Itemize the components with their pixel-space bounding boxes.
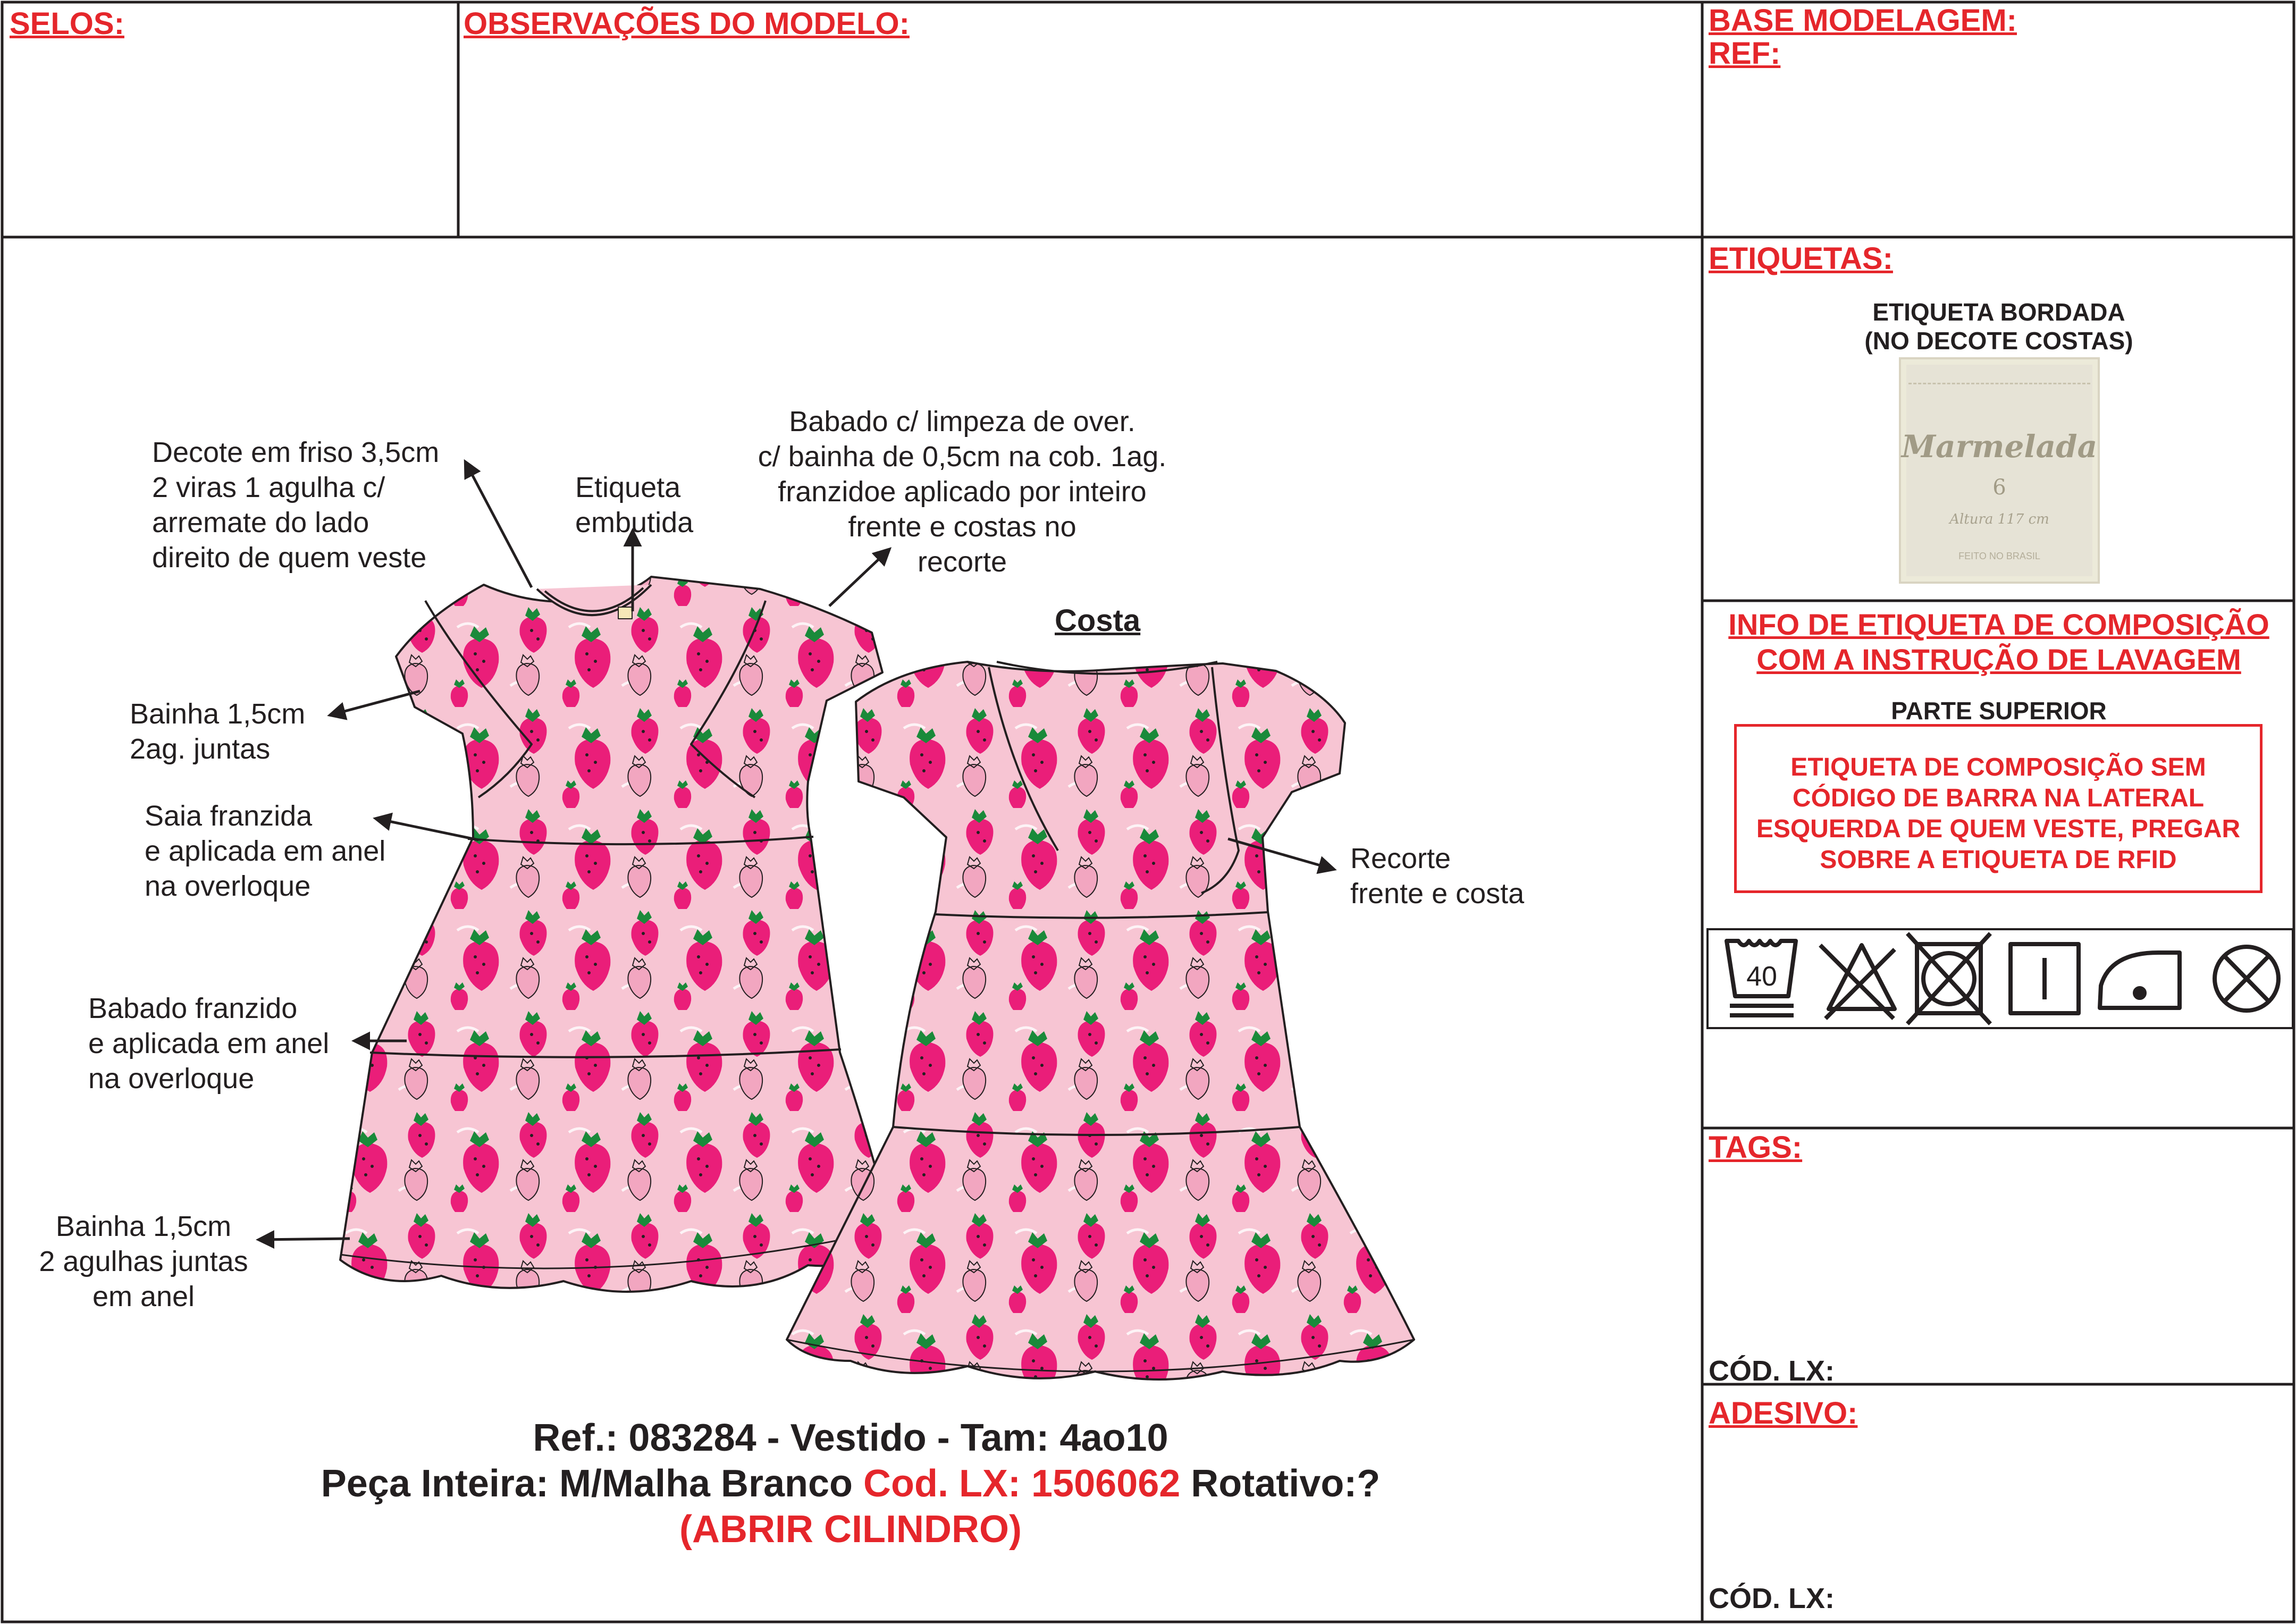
cod-lx-1-label: CÓD. LX: [1709,1355,1835,1387]
composition-box-line-2: CÓDIGO DE BARRA NA LATERAL [1792,784,2205,812]
costa-label: Costa [1055,603,1141,638]
selos-label: SELOS: [10,6,124,41]
label-made-in: FEITO NO BRASIL [1958,551,2040,561]
composition-title-line-2: COM A INSTRUÇÃO DE LAVAGEM [1756,643,2241,676]
svg-text:40: 40 [1746,961,1777,992]
footer-abrir-cilindro: (ABRIR CILINDRO) [679,1508,1022,1551]
note-bainha-manga: Bainha 1,5cm 2ag. juntas [130,698,306,765]
back-dress [787,662,1414,1379]
observacoes-label: OBSERVAÇÕES DO MODELO: [464,6,910,41]
footer-spec [106,1415,1595,1552]
caption-line-1: ETIQUETA BORDADA [1872,298,2125,326]
note-recorte: Recorte frente e costa [1350,843,1525,910]
tags-label: TAGS: [1709,1130,1803,1165]
footer-fabric-line [106,1461,1595,1507]
note-bainha-barra: Bainha 1,5cm 2 agulhas juntas em anel [39,1210,248,1312]
composition-box-line-4: SOBRE A ETIQUETA DE RFID [1820,846,2177,874]
base-modelagem-label: BASE MODELAGEM: [1709,3,2017,38]
ref-label: REF: [1709,36,1781,71]
note-babado-top: Babado c/ limpeza de over. c/ bainha de 0,5cm na cob. 1ag. franzidoe aplicado por inteiro frente e costas no recorte [758,406,1167,578]
etiquetas-label: ETIQUETAS: [1709,241,1893,276]
adesivo-label: ADESIVO: [1709,1396,1858,1431]
footer-rotativo: Rotativo:? [1180,1462,1381,1505]
composition-box-line-3: ESQUERDA DE QUEM VESTE, PREGAR [1756,815,2241,843]
cod-lx-2-label: CÓD. LX: [1709,1583,1835,1614]
composition-title-line-1: INFO DE ETIQUETA DE COMPOSIÇÃO [1728,608,2269,641]
parte-superior-label: PARTE SUPERIOR [1891,697,2107,725]
footer-ref-line: Ref.: 083284 - Vestido - Tam: 4ao10 [533,1417,1168,1459]
note-saia: Saia franzida e aplicada em anel na overloque [145,800,386,902]
label-size: 6 [1992,475,2006,500]
label-height: Altura 117 cm [1949,511,2049,527]
label-brand: Marmelada [1901,428,2098,465]
front-dress [340,577,893,1292]
footer-cod-lx: Cod. LX: 1506062 [863,1462,1181,1505]
note-etiqueta: Etiqueta embutida [575,472,694,538]
footer-fabric: Peça Inteira: M/Malha Branco [321,1462,864,1505]
composition-box-line-1: ETIQUETA DE COMPOSIÇÃO SEM [1790,753,2206,781]
note-babado-franzido: Babado franzido e aplicada em anel na overloque [88,992,330,1095]
note-decote: Decote em friso 3,5cm 2 viras 1 agulha c/ arremate do lado direito de quem veste [152,436,440,574]
caption-line-2: (NO DECOTE COSTAS) [1864,327,2133,355]
